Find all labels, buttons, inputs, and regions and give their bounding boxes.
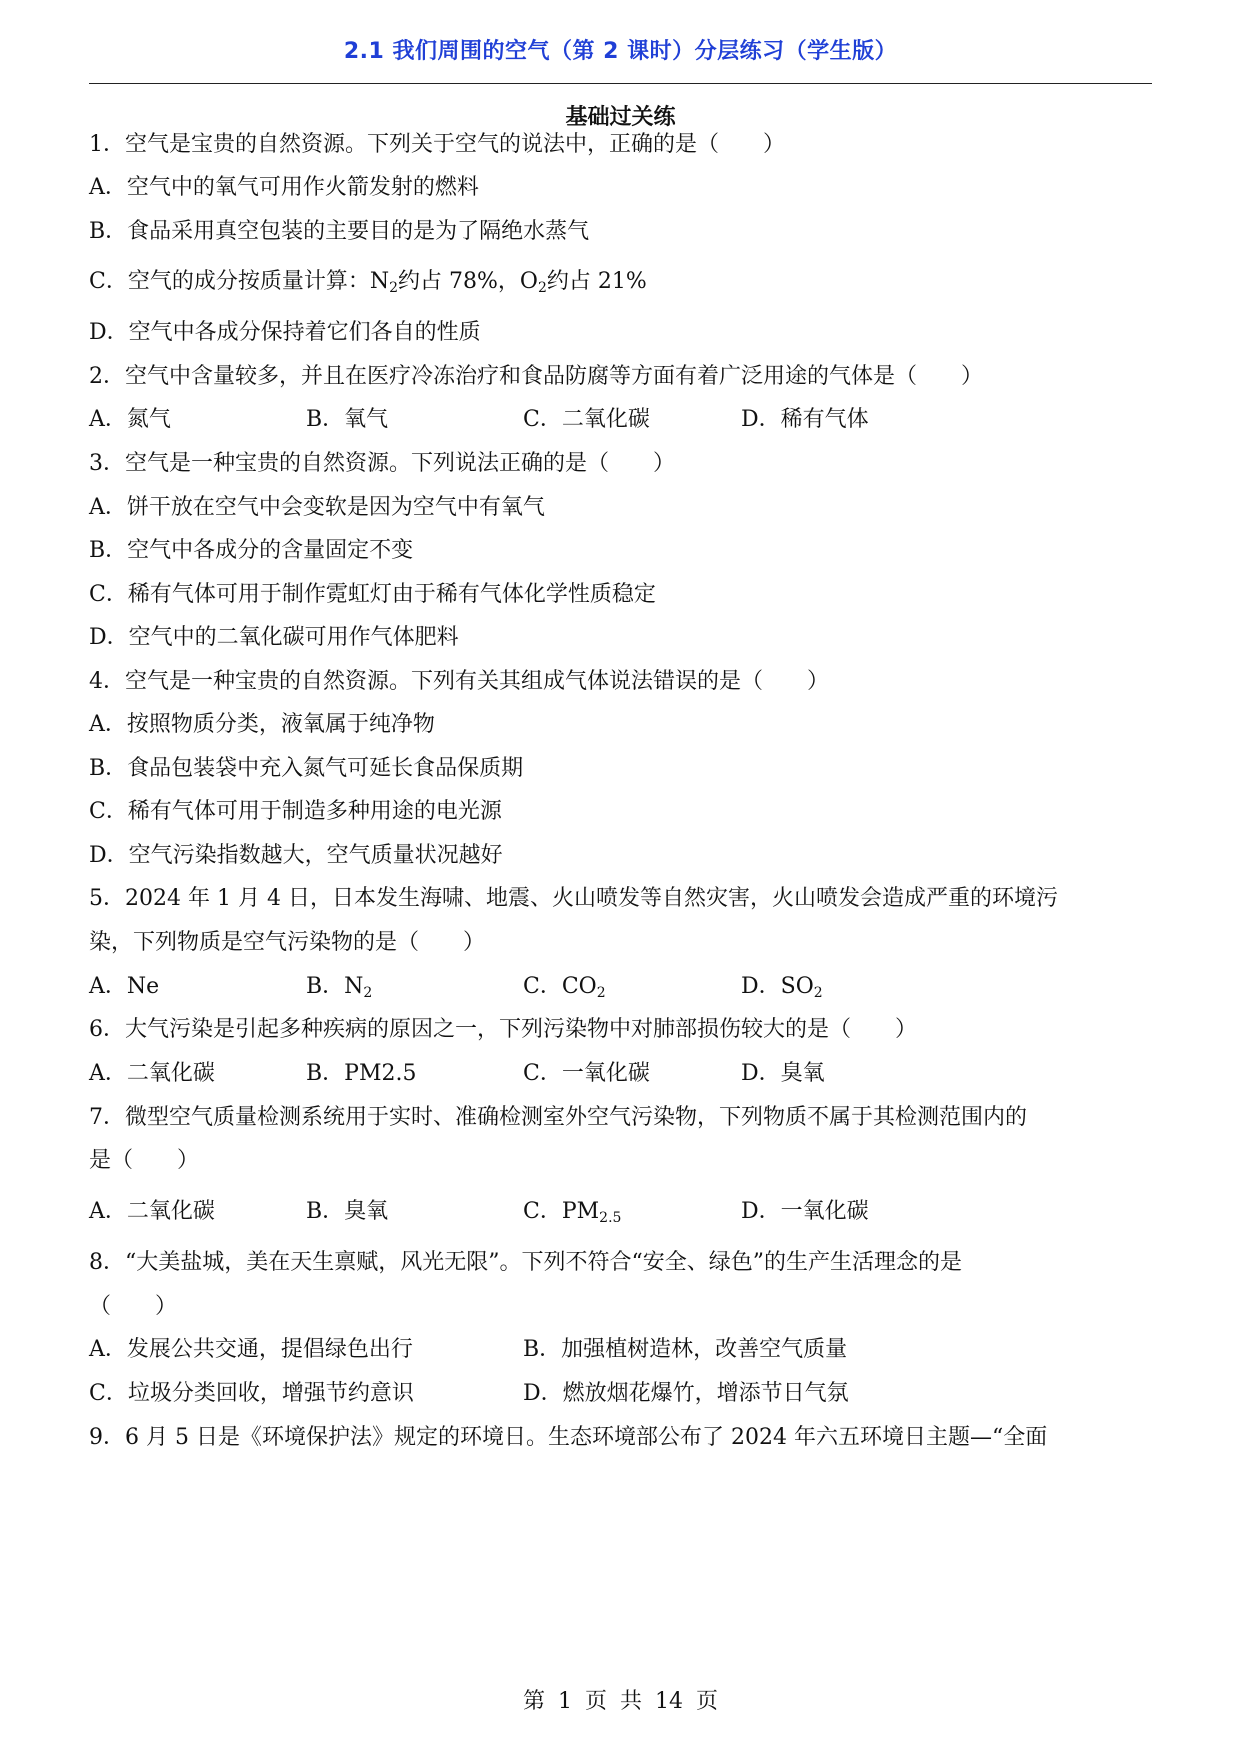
header-title: 2.1 我们周围的空气（第 2 课时）分层练习（学生版） xyxy=(343,39,898,64)
page-number-footer: 第 1 页 共 14 页 xyxy=(523,1689,718,1714)
question-3-option-d: D．空气中的二氧化碳可用作气体肥料 xyxy=(89,625,459,650)
question-4-option-c: C．稀有气体可用于制造多种用途的电光源 xyxy=(89,799,502,824)
question-2-option-a: A．氮气 xyxy=(89,407,171,432)
question-4-stem: 4．空气是一种宝贵的自然资源。下列有关其组成气体说法错误的是（ ） xyxy=(89,669,829,694)
question-3-stem: 3．空气是一种宝贵的自然资源。下列说法正确的是（ ） xyxy=(89,451,675,476)
question-9-stem-line-1: 9．6 月 5 日是《环境保护法》规定的环境日。生态环境部公布了 2024 年六五环境日主题—“全面 xyxy=(89,1425,1048,1450)
question-6-option-a: A．二氧化碳 xyxy=(89,1061,215,1086)
question-6-option-d: D．臭氧 xyxy=(741,1061,825,1086)
question-7-option-d: D．一氧化碳 xyxy=(741,1199,869,1224)
question-8-option-c: C．垃圾分类回收，增强节约意识 xyxy=(89,1381,414,1406)
question-2-stem: 2．空气中含量较多，并且在医疗冷冻治疗和食品防腐等方面有着广泛用途的气体是（ ） xyxy=(89,364,984,389)
question-1-stem: 1．空气是宝贵的自然资源。下列关于空气的说法中，正确的是（ ） xyxy=(89,132,785,157)
section-title: 基础过关练 xyxy=(565,105,676,130)
question-8-option-d: D．燃放烟花爆竹，增添节日气氛 xyxy=(523,1381,849,1406)
question-1-option-c: C．空气的成分按质量计算：$N_2$约占 78%，$O_2$约占 21% xyxy=(89,269,647,296)
question-3-option-a: A．饼干放在空气中会变软是因为空气中有氧气 xyxy=(89,495,545,520)
question-5-stem-line-2: 染，下列物质是空气污染物的是（ ） xyxy=(89,930,486,955)
question-2-option-d: D．稀有气体 xyxy=(741,407,869,432)
question-4-option-a: A．按照物质分类，液氧属于纯净物 xyxy=(89,712,435,737)
question-7-stem-line-1: 7．微型空气质量检测系统用于实时、准确检测室外空气污染物，下列物质不属于其检测范围内的 xyxy=(89,1105,1028,1130)
question-7-option-c: C．$PM_{2.5}$ xyxy=(523,1199,622,1226)
question-4-option-b: B．食品包装袋中充入氮气可延长食品保质期 xyxy=(89,756,524,781)
question-6-option-b: B．PM2.5 xyxy=(306,1061,417,1086)
question-1-option-b: B．食品采用真空包装的主要目的是为了隔绝水蒸气 xyxy=(89,219,590,244)
question-3-option-b: B．空气中各成分的含量固定不变 xyxy=(89,538,414,563)
question-3-option-c: C．稀有气体可用于制作霓虹灯由于稀有气体化学性质稳定 xyxy=(89,582,656,607)
question-5-option-a: A．Ne xyxy=(89,974,160,999)
question-7-option-a: A．二氧化碳 xyxy=(89,1199,215,1224)
question-8-option-b: B．加强植树造林，改善空气质量 xyxy=(523,1337,848,1362)
question-8-stem-line-1: 8．“大美盐城，美在天生禀赋，风光无限”。下列不符合“安全、绿色”的生产生活理念的是 xyxy=(89,1250,962,1275)
question-6-option-c: C．一氧化碳 xyxy=(523,1061,650,1086)
question-5-option-d: D．$SO_2$ xyxy=(741,974,823,1001)
question-4-option-d: D．空气污染指数越大，空气质量状况越好 xyxy=(89,843,503,868)
question-2-option-b: B．氧气 xyxy=(306,407,389,432)
question-5-option-c: C．$CO_2$ xyxy=(523,974,606,1001)
question-7-stem-line-2: 是（ ） xyxy=(89,1148,200,1173)
question-7-option-b: B．臭氧 xyxy=(306,1199,389,1224)
question-1-option-a: A．空气中的氧气可用作火箭发射的燃料 xyxy=(89,175,479,200)
question-8-option-a: A．发展公共交通，提倡绿色出行 xyxy=(89,1337,413,1362)
question-5-option-b: B．$N_2$ xyxy=(306,974,373,1001)
question-8-stem-line-2: （ ） xyxy=(89,1294,178,1319)
header-divider xyxy=(89,83,1152,84)
question-2-option-c: C．二氧化碳 xyxy=(523,407,650,432)
question-6-stem: 6．大气污染是引起多种疾病的原因之一，下列污染物中对肺部损伤较大的是（ ） xyxy=(89,1017,917,1042)
question-1-option-d: D．空气中各成分保持着它们各自的性质 xyxy=(89,320,481,345)
question-5-stem-line-1: 5．2024 年 1 月 4 日，日本发生海啸、地震、火山喷发等自然灾害，火山喷发会造成严重的环境污 xyxy=(89,886,1058,911)
